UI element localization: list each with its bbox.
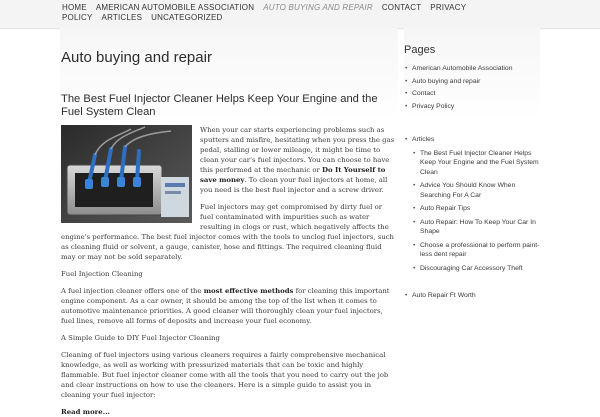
nav-articles[interactable]: ARTICLES [101,13,143,22]
page-title: Auto buying and repair [61,49,212,66]
top-nav-bar [0,0,600,29]
post-body [61,125,397,417]
diy-save-money-link[interactable]: Do It Yourself to save money [200,166,386,184]
articles-label[interactable]: Articles [412,136,435,143]
nav-contact[interactable]: CONTACT [381,3,422,12]
sidebar-page-american-automobile-association[interactable]: • American Automobile Association [404,64,540,74]
post-paragraph-4: Cleaning of fuel injectors using various cleaners requires a fairly comprehensive mechanical knowledge, as well as working with pressurized materials that can be toxic and highly flammable. But fuel injector cleaner come with all the tools that you need to carry out the job and clear instructions on how to use the cleaners. Here is a simple guide to assist you in cleaning your fuel injector: [61,351,389,399]
post-paragraph-2: Fuel injectors may get compromised by dirty fuel or fuel contaminated with impurities such as water resulting in clogs or rust, which negatively affects the engine's performance. The best fuel injector comes with the tools to unclog fuel injectors, such as cleaning fluid or solvent, a gauge, canister, hose and fittings. The required cleaning fluid may or may not be sold separately. [61,203,394,261]
article-link-paintless-dent-repair[interactable]: • Choose a professional to perform paint-less dent repair [412,241,540,260]
sidebar-page-contact[interactable]: • Contact [404,89,540,99]
post-title[interactable]: The Best Fuel Injector Cleaner Helps Keep Your Engine and the Fuel System Clean [61,93,378,118]
main-content [60,28,398,416]
article-link-advice-car-search[interactable]: • Advice You Should Know When Searching For A Car [412,181,540,200]
sidebar-articles [404,135,540,273]
diy-guide-heading: A Simple Guide to DIY Fuel Injector Cleaning [61,334,220,342]
pages-heading: Pages [404,44,436,56]
article-link-accessory-theft[interactable]: • Discouraging Car Accessory Theft [412,264,540,274]
fuel-injection-cleaning-heading: Fuel Injection Cleaning [61,270,143,278]
fuel-injector-photo[interactable] [61,125,192,223]
page-wrapper [60,28,540,416]
main-nav [62,3,542,23]
articles-list [412,149,540,274]
post-paragraph-1: When your car starts experiencing problems such as sputters and misfire, hesitating when you press the gas pedal, stalling or lower mileage, it might be time to clean your car's fuel injectors. You can choose to have this performed at the mechanic or Do It Yourself to save money. To clean your fuel injectors at home, all you need is the best fuel injector and a screw driver. [200,126,395,194]
post-paragraph-3: A fuel injection cleaner offers one of the most effective methods for cleaning this important engine component. As a car owner, it should be among the top of the list when it comes to automotive maintenance priorities. A good cleaner will thoroughly clean your fuel injectors, fuel lines, remove all forms of deposits and increase your fuel economy. [61,287,390,325]
nav-auto-buying-and-repair[interactable]: AUTO BUYING AND REPAIR [263,3,373,12]
nav-privacy-policy[interactable]: PRIVACY POLICY [62,3,467,22]
nav-home[interactable]: HOME [62,3,87,12]
nav-uncategorized[interactable]: UNCATEGORIZED [151,13,223,22]
sidebar-auto-repair-ft-worth[interactable]: • Auto Repair Ft Worth [404,291,540,301]
sidebar [404,28,540,400]
nav-american-automobile-association[interactable]: AMERICAN AUTOMOBILE ASSOCIATION [95,3,255,12]
article-link-keep-car-in-shape[interactable]: • Auto Repair: How To Keep Your Car In Shape [412,218,540,237]
most-effective-methods-link[interactable]: most effective methods [203,287,294,295]
sidebar-page-auto-buying-and-repair[interactable]: • Auto buying and repair [404,77,540,87]
read-more-link[interactable]: Read more... [61,408,110,416]
article-link-auto-repair-tips[interactable]: • Auto Repair Tips [412,204,540,214]
sidebar-page-privacy-policy[interactable]: • Privacy Policy [404,102,540,112]
article-link-fuel-injector-cleaner[interactable]: • The Best Fuel Injector Cleaner Helps Keep Your Engine and the Fuel System Clean [412,149,540,178]
sidebar-list [404,64,540,304]
